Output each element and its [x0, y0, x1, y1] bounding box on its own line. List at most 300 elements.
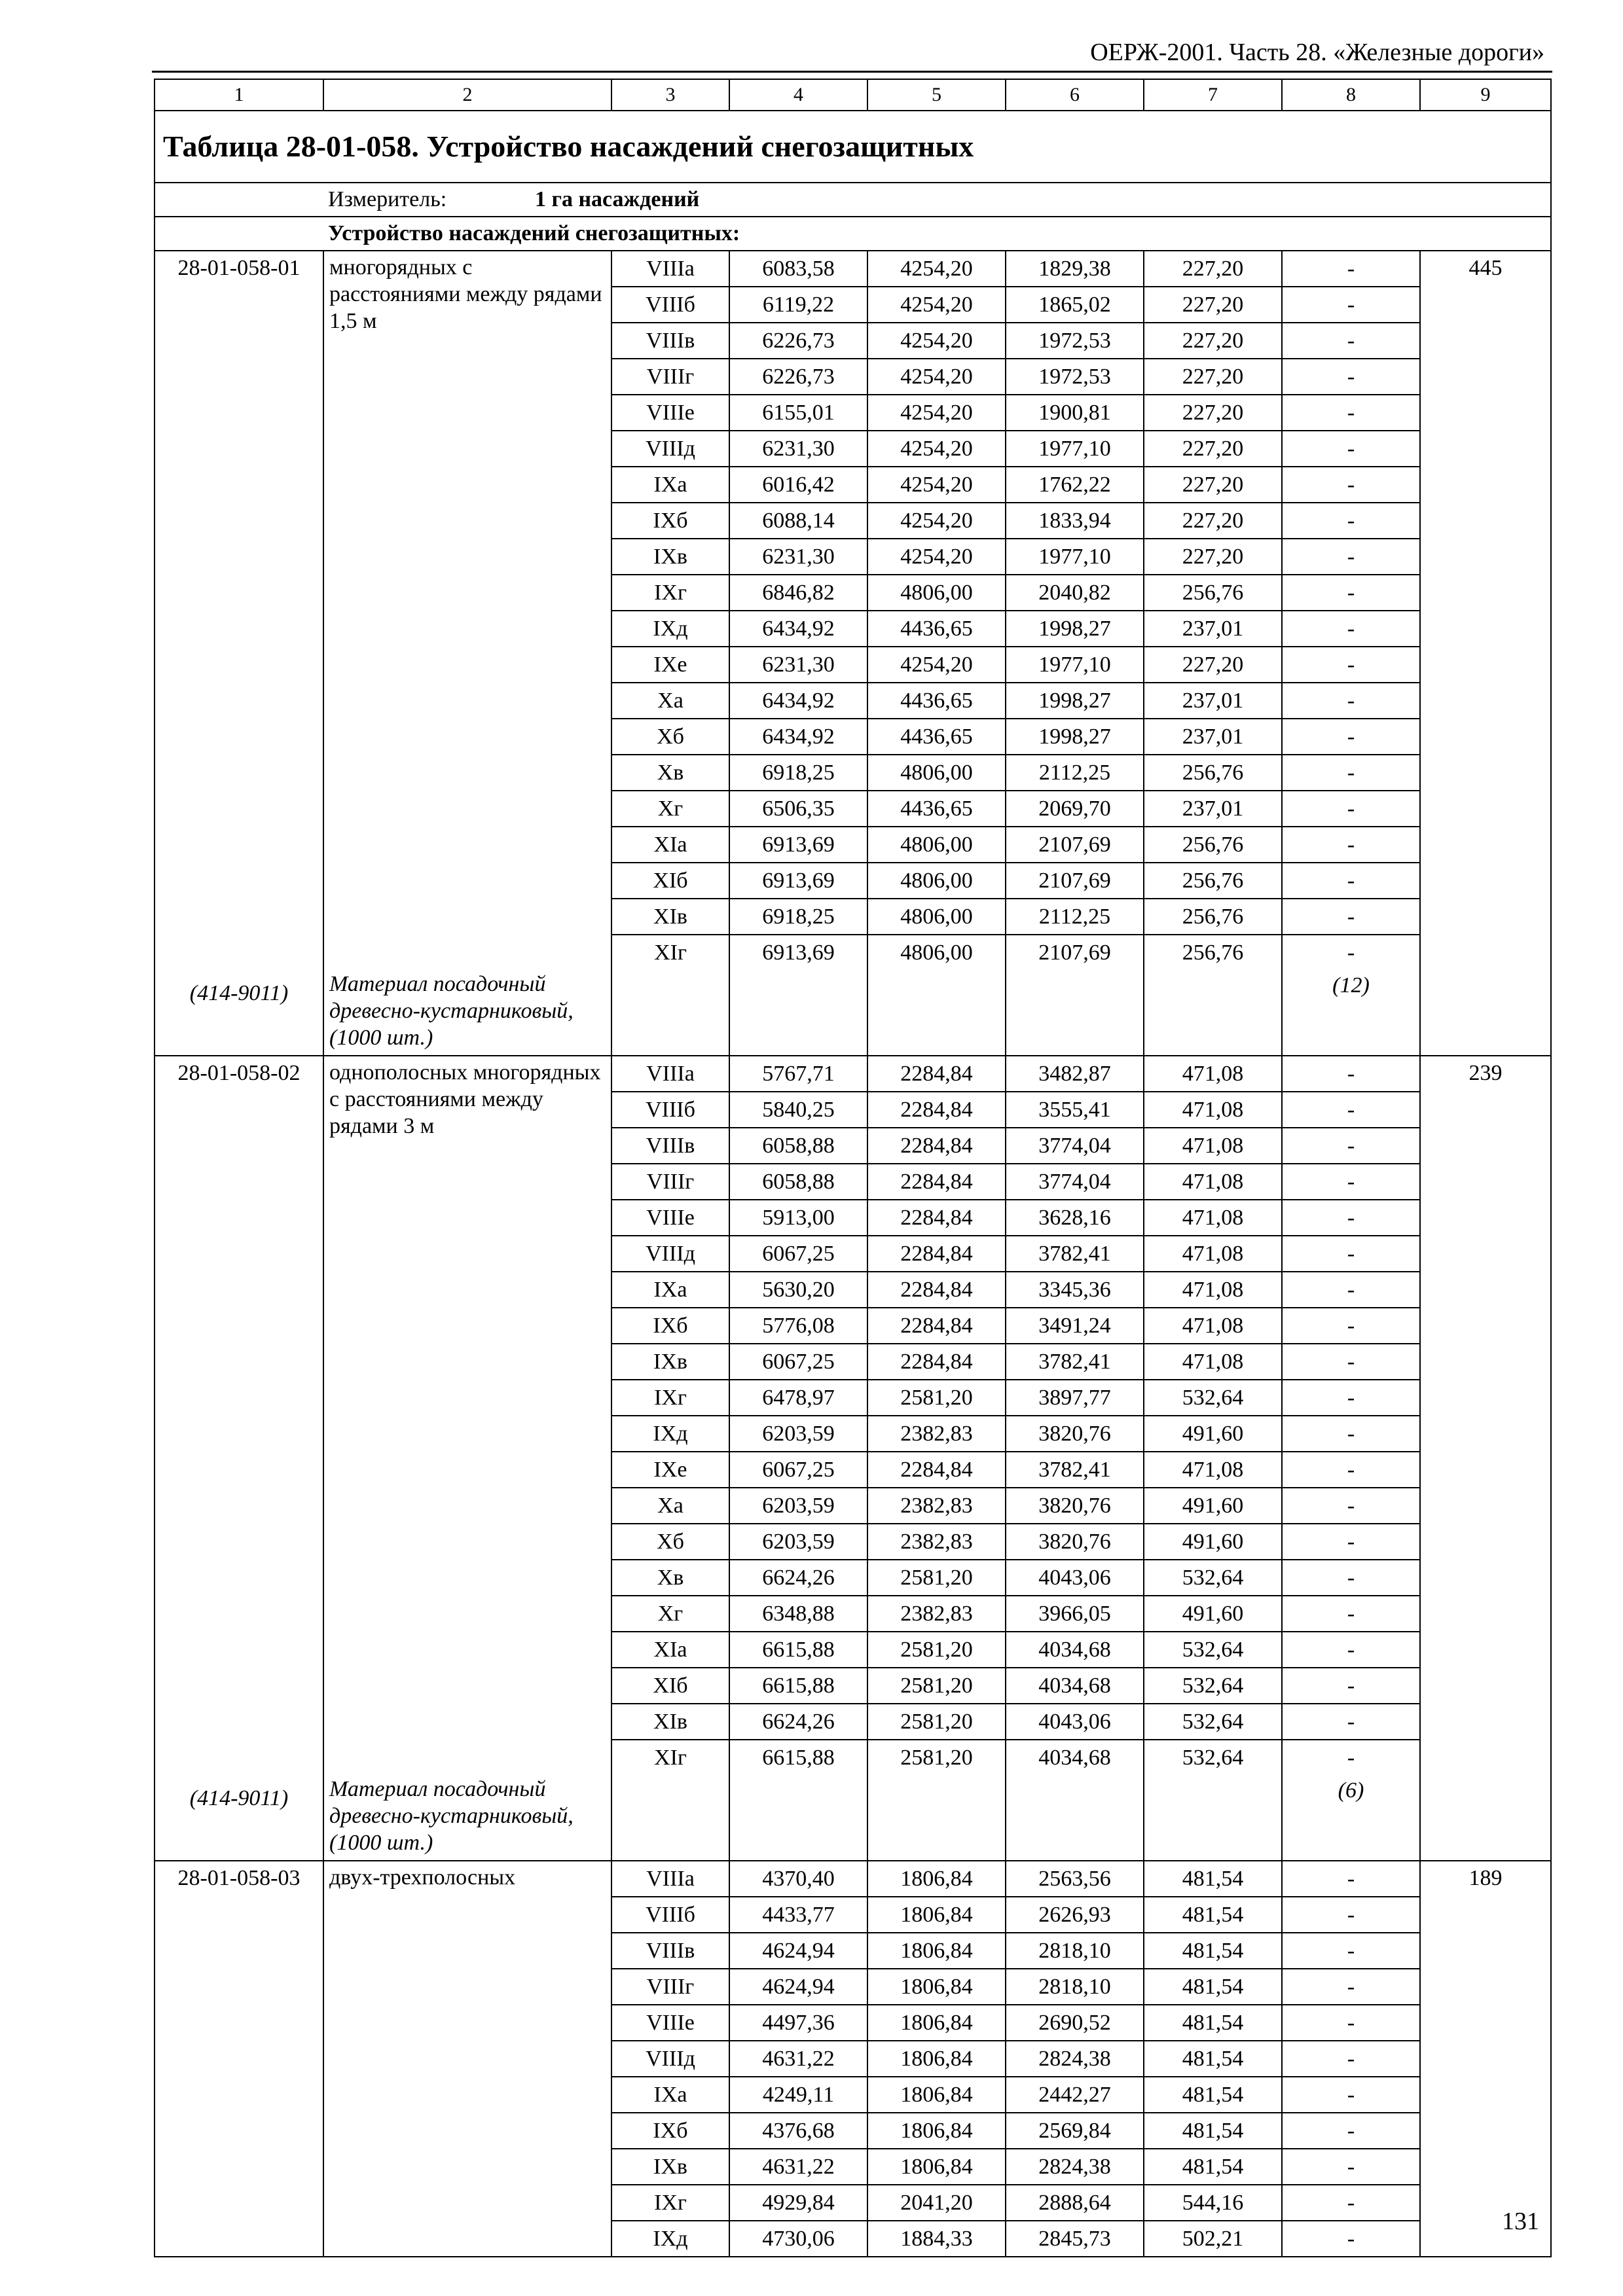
material-cost: - — [1282, 251, 1420, 287]
table-subtitle: Устройство насаждений снегозащитных: — [328, 221, 740, 245]
driver-wage: 481,54 — [1144, 2113, 1282, 2149]
labor-cost: 4806,00 — [867, 899, 1006, 935]
material-cost: - — [1282, 1704, 1420, 1740]
total-cost: 6226,73 — [729, 359, 867, 395]
region-group: IXг — [611, 2185, 729, 2221]
total-cost: 6203,59 — [729, 1488, 867, 1524]
region-group: VIIIд — [611, 431, 729, 467]
labor-cost: 4806,00 — [867, 755, 1006, 791]
rates-table — [154, 79, 1552, 2257]
material-cost: - — [1282, 2221, 1420, 2257]
labor-cost: 4254,20 — [867, 323, 1006, 359]
labor-cost: 2581,20 — [867, 1632, 1006, 1668]
rate-description-cell — [323, 251, 611, 1056]
total-cost: 6348,88 — [729, 1596, 867, 1632]
table-row — [155, 1861, 1551, 1897]
machine-cost: 2040,82 — [1006, 575, 1144, 611]
total-cost: 6203,59 — [729, 1416, 867, 1452]
rate-description-cell — [323, 1861, 611, 2257]
material-cost: - — [1282, 1632, 1420, 1668]
labor-cost: 2284,84 — [867, 1344, 1006, 1380]
material-cost: - — [1282, 2149, 1420, 2185]
material-cost: - — [1282, 935, 1420, 970]
region-group: XIа — [611, 827, 729, 863]
machine-cost: 4043,06 — [1006, 1704, 1144, 1740]
region-group: VIIIд — [611, 2041, 729, 2077]
rate-code-cell — [155, 251, 323, 1056]
table-title: Таблица 28-01-058. Устройство насаждений снегозащитных — [155, 111, 1551, 183]
machine-cost: 3774,04 — [1006, 1164, 1144, 1200]
labor-cost: 1806,84 — [867, 1897, 1006, 1933]
total-cost: 6624,26 — [729, 1704, 867, 1740]
total-cost: 6615,88 — [729, 1632, 867, 1668]
total-cost: 6918,25 — [729, 899, 867, 935]
region-group: Xа — [611, 1488, 729, 1524]
region-group: XIб — [611, 863, 729, 899]
empty-cell — [1006, 1775, 1144, 1861]
labor-cost: 4436,65 — [867, 791, 1006, 827]
total-cost: 6016,42 — [729, 467, 867, 503]
region-group: VIIIа — [611, 251, 729, 287]
table-title-row — [155, 111, 1551, 183]
machine-cost: 2107,69 — [1006, 863, 1144, 899]
driver-wage: 481,54 — [1144, 1933, 1282, 1969]
material-cost: - — [1282, 1740, 1420, 1775]
labor-cost: 2382,83 — [867, 1416, 1006, 1452]
empty-cell — [729, 1775, 867, 1861]
labor-cost: 2284,84 — [867, 1164, 1006, 1200]
total-cost: 6506,35 — [729, 791, 867, 827]
machine-cost: 3782,41 — [1006, 1236, 1144, 1272]
driver-wage: 227,20 — [1144, 359, 1282, 395]
region-group: IXв — [611, 539, 729, 575]
total-cost: 4376,68 — [729, 2113, 867, 2149]
driver-wage: 502,21 — [1144, 2221, 1282, 2257]
labor-cost: 4254,20 — [867, 251, 1006, 287]
total-cost: 6615,88 — [729, 1668, 867, 1704]
region-group: IXд — [611, 1416, 729, 1452]
region-group: Xг — [611, 791, 729, 827]
labor-cost: 4254,20 — [867, 431, 1006, 467]
labor-cost: 1806,84 — [867, 1861, 1006, 1897]
labor-cost: 2581,20 — [867, 1380, 1006, 1416]
material-cost: - — [1282, 1524, 1420, 1560]
machine-cost: 1900,81 — [1006, 395, 1144, 431]
labor-cost: 4254,20 — [867, 647, 1006, 683]
material-cost: - — [1282, 539, 1420, 575]
material-cost: - — [1282, 1933, 1420, 1969]
driver-wage: 227,20 — [1144, 467, 1282, 503]
material-cost: - — [1282, 1560, 1420, 1596]
total-cost: 6067,25 — [729, 1452, 867, 1488]
labor-cost: 4806,00 — [867, 827, 1006, 863]
column-number: 3 — [611, 79, 729, 111]
material-cost: - — [1282, 503, 1420, 539]
region-group: IXе — [611, 647, 729, 683]
labor-cost: 4436,65 — [867, 719, 1006, 755]
empty-cell — [729, 970, 867, 1056]
driver-wage: 491,60 — [1144, 1524, 1282, 1560]
material-cost: - — [1282, 647, 1420, 683]
region-group: VIIIб — [611, 287, 729, 323]
labor-cost: 2382,83 — [867, 1596, 1006, 1632]
total-cost: 6846,82 — [729, 575, 867, 611]
labor-cost: 2382,83 — [867, 1524, 1006, 1560]
region-group: VIIIд — [611, 1236, 729, 1272]
table-row — [155, 1056, 1551, 1092]
driver-wage: 227,20 — [1144, 287, 1282, 323]
labor-cost: 2581,20 — [867, 1740, 1006, 1775]
labor-hours: 189 — [1420, 1861, 1551, 2257]
rate-code: 28-01-058-02 — [177, 1061, 301, 1085]
machine-cost: 3782,41 — [1006, 1344, 1144, 1380]
driver-wage: 227,20 — [1144, 395, 1282, 431]
material-cost: - — [1282, 1164, 1420, 1200]
driver-wage: 481,54 — [1144, 2149, 1282, 2185]
region-group: IXа — [611, 1272, 729, 1308]
total-cost: 4249,11 — [729, 2077, 867, 2113]
column-number: 8 — [1282, 79, 1420, 111]
machine-cost: 2107,69 — [1006, 827, 1144, 863]
material-cost: - — [1282, 827, 1420, 863]
material-code: (414-9011) — [189, 1786, 289, 1810]
material-cost: - — [1282, 1236, 1420, 1272]
labor-cost: 2284,84 — [867, 1308, 1006, 1344]
material-cost: - — [1282, 1308, 1420, 1344]
labor-cost: 1806,84 — [867, 2077, 1006, 2113]
material-cost: - — [1282, 395, 1420, 431]
region-group: IXг — [611, 1380, 729, 1416]
region-group: Xв — [611, 1560, 729, 1596]
material-cost: - — [1282, 2077, 1420, 2113]
region-group: VIIIг — [611, 359, 729, 395]
machine-cost: 1972,53 — [1006, 323, 1144, 359]
labor-cost: 2581,20 — [867, 1704, 1006, 1740]
total-cost: 6231,30 — [729, 431, 867, 467]
driver-wage: 544,16 — [1144, 2185, 1282, 2221]
machine-cost: 2107,69 — [1006, 935, 1144, 970]
machine-cost: 2845,73 — [1006, 2221, 1144, 2257]
region-group: VIIIб — [611, 1092, 729, 1128]
material-cost: - — [1282, 1200, 1420, 1236]
total-cost: 4631,22 — [729, 2041, 867, 2077]
empty-cell — [611, 1775, 729, 1861]
material-cost: - — [1282, 1056, 1420, 1092]
total-cost: 6067,25 — [729, 1236, 867, 1272]
machine-cost: 2626,93 — [1006, 1897, 1144, 1933]
machine-cost: 1977,10 — [1006, 431, 1144, 467]
material-code: (414-9011) — [189, 981, 289, 1005]
unit-label: Измеритель: — [328, 187, 447, 211]
machine-cost: 4034,68 — [1006, 1632, 1144, 1668]
column-number: 6 — [1006, 79, 1144, 111]
region-group: XIв — [611, 1704, 729, 1740]
labor-cost: 1806,84 — [867, 1933, 1006, 1969]
driver-wage: 471,08 — [1144, 1128, 1282, 1164]
material-cost: - — [1282, 1969, 1420, 2005]
driver-wage: 471,08 — [1144, 1092, 1282, 1128]
region-group: Xв — [611, 755, 729, 791]
machine-cost: 4034,68 — [1006, 1668, 1144, 1704]
total-cost: 6088,14 — [729, 503, 867, 539]
driver-wage: 237,01 — [1144, 791, 1282, 827]
driver-wage: 532,64 — [1144, 1740, 1282, 1775]
document-header: ОЕРЖ-2001. Часть 28. «Железные дороги» — [1090, 39, 1544, 66]
driver-wage: 227,20 — [1144, 539, 1282, 575]
region-group: VIIIв — [611, 323, 729, 359]
driver-wage: 481,54 — [1144, 2005, 1282, 2041]
driver-wage: 237,01 — [1144, 611, 1282, 647]
total-cost: 5767,71 — [729, 1056, 867, 1092]
total-cost: 6083,58 — [729, 251, 867, 287]
total-cost: 4497,36 — [729, 2005, 867, 2041]
material-cost: - — [1282, 1380, 1420, 1416]
material-cost: - — [1282, 791, 1420, 827]
region-group: Xб — [611, 719, 729, 755]
labor-cost: 4436,65 — [867, 611, 1006, 647]
material-cost: - — [1282, 863, 1420, 899]
machine-cost: 1998,27 — [1006, 719, 1144, 755]
column-number-row — [155, 79, 1551, 111]
region-group: VIIIв — [611, 1933, 729, 1969]
labor-cost: 4806,00 — [867, 575, 1006, 611]
driver-wage: 481,54 — [1144, 1897, 1282, 1933]
material-name: Материал посадочный древесно-кустарниковый, (1000 шт.) — [329, 972, 574, 1050]
region-group: IXе — [611, 1452, 729, 1488]
column-number: 4 — [729, 79, 867, 111]
column-number: 7 — [1144, 79, 1282, 111]
total-cost: 6155,01 — [729, 395, 867, 431]
machine-cost: 2690,52 — [1006, 2005, 1144, 2041]
region-group: XIг — [611, 1740, 729, 1775]
column-number: 1 — [155, 79, 323, 111]
labor-cost: 4436,65 — [867, 683, 1006, 719]
material-name: Материал посадочный древесно-кустарниковый, (1000 шт.) — [329, 1777, 574, 1855]
region-group: XIа — [611, 1632, 729, 1668]
total-cost: 4730,06 — [729, 2221, 867, 2257]
empty-cell — [1144, 1775, 1282, 1861]
region-group: IXа — [611, 467, 729, 503]
total-cost: 6067,25 — [729, 1344, 867, 1380]
region-group: IXб — [611, 1308, 729, 1344]
region-group: Xб — [611, 1524, 729, 1560]
material-cost: - — [1282, 1128, 1420, 1164]
machine-cost: 1829,38 — [1006, 251, 1144, 287]
material-cost: - — [1282, 683, 1420, 719]
machine-cost: 4043,06 — [1006, 1560, 1144, 1596]
machine-cost: 3555,41 — [1006, 1092, 1144, 1128]
material-cost: - — [1282, 359, 1420, 395]
driver-wage: 532,64 — [1144, 1632, 1282, 1668]
driver-wage: 471,08 — [1144, 1056, 1282, 1092]
region-group: VIIIе — [611, 1200, 729, 1236]
region-group: IXг — [611, 575, 729, 611]
total-cost: 6434,92 — [729, 719, 867, 755]
total-cost: 6913,69 — [729, 863, 867, 899]
machine-cost: 1998,27 — [1006, 611, 1144, 647]
machine-cost: 3628,16 — [1006, 1200, 1144, 1236]
machine-cost: 2824,38 — [1006, 2149, 1144, 2185]
driver-wage: 532,64 — [1144, 1380, 1282, 1416]
total-cost: 4624,94 — [729, 1933, 867, 1969]
labor-cost: 4254,20 — [867, 287, 1006, 323]
total-cost: 4370,40 — [729, 1861, 867, 1897]
unit-cell — [155, 183, 1551, 217]
machine-cost: 2442,27 — [1006, 2077, 1144, 2113]
total-cost: 4631,22 — [729, 2149, 867, 2185]
material-cost: - — [1282, 1416, 1420, 1452]
driver-wage: 471,08 — [1144, 1164, 1282, 1200]
empty-cell — [1144, 970, 1282, 1056]
material-cost: - — [1282, 2041, 1420, 2077]
material-cost: - — [1282, 755, 1420, 791]
total-cost: 6058,88 — [729, 1164, 867, 1200]
material-cost: - — [1282, 899, 1420, 935]
rate-description: однополосных многорядных с расстояниями между рядами 3 м — [329, 1060, 601, 1138]
machine-cost: 1972,53 — [1006, 359, 1144, 395]
total-cost: 6615,88 — [729, 1740, 867, 1775]
material-cost: - — [1282, 1344, 1420, 1380]
machine-cost: 3966,05 — [1006, 1596, 1144, 1632]
machine-cost: 2563,56 — [1006, 1861, 1144, 1897]
table-row — [155, 251, 1551, 287]
machine-cost: 3820,76 — [1006, 1524, 1144, 1560]
unit-row — [155, 183, 1551, 217]
driver-wage: 471,08 — [1144, 1452, 1282, 1488]
rate-code-cell — [155, 1056, 323, 1861]
labor-cost: 2581,20 — [867, 1668, 1006, 1704]
material-cost: - — [1282, 2005, 1420, 2041]
material-cost: - — [1282, 1897, 1420, 1933]
labor-cost: 4254,20 — [867, 395, 1006, 431]
subtitle-cell — [155, 217, 1551, 251]
machine-cost: 3897,77 — [1006, 1380, 1144, 1416]
total-cost: 5840,25 — [729, 1092, 867, 1128]
labor-cost: 1806,84 — [867, 1969, 1006, 2005]
driver-wage: 237,01 — [1144, 683, 1282, 719]
region-group: VIIIг — [611, 1164, 729, 1200]
machine-cost: 3482,87 — [1006, 1056, 1144, 1092]
driver-wage: 256,76 — [1144, 863, 1282, 899]
machine-cost: 3820,76 — [1006, 1488, 1144, 1524]
total-cost: 6918,25 — [729, 755, 867, 791]
driver-wage: 227,20 — [1144, 647, 1282, 683]
material-cost: - — [1282, 467, 1420, 503]
region-group: VIIIб — [611, 1897, 729, 1933]
labor-cost: 1884,33 — [867, 2221, 1006, 2257]
region-group: IXа — [611, 2077, 729, 2113]
material-cost: - — [1282, 1272, 1420, 1308]
machine-cost: 2824,38 — [1006, 2041, 1144, 2077]
region-group: IXд — [611, 611, 729, 647]
column-number: 9 — [1420, 79, 1551, 111]
total-cost: 5913,00 — [729, 1200, 867, 1236]
total-cost: 6913,69 — [729, 827, 867, 863]
total-cost: 6231,30 — [729, 539, 867, 575]
labor-cost: 4254,20 — [867, 467, 1006, 503]
labor-cost: 4254,20 — [867, 503, 1006, 539]
total-cost: 6203,59 — [729, 1524, 867, 1560]
labor-cost: 1806,84 — [867, 2149, 1006, 2185]
labor-cost: 2581,20 — [867, 1560, 1006, 1596]
material-cost: - — [1282, 1596, 1420, 1632]
labor-cost: 2284,84 — [867, 1092, 1006, 1128]
machine-cost: 3782,41 — [1006, 1452, 1144, 1488]
driver-wage: 256,76 — [1144, 755, 1282, 791]
labor-hours: 445 — [1420, 251, 1551, 1056]
labor-cost: 2041,20 — [867, 2185, 1006, 2221]
labor-cost: 2382,83 — [867, 1488, 1006, 1524]
material-cost: - — [1282, 431, 1420, 467]
region-group: XIг — [611, 935, 729, 970]
region-group: XIб — [611, 1668, 729, 1704]
labor-cost: 4806,00 — [867, 935, 1006, 970]
labor-cost: 2284,84 — [867, 1200, 1006, 1236]
total-cost: 6478,97 — [729, 1380, 867, 1416]
machine-cost: 2069,70 — [1006, 791, 1144, 827]
labor-cost: 4254,20 — [867, 359, 1006, 395]
driver-wage: 481,54 — [1144, 1969, 1282, 2005]
total-cost: 6119,22 — [729, 287, 867, 323]
region-group: VIIIе — [611, 395, 729, 431]
machine-cost: 3820,76 — [1006, 1416, 1144, 1452]
empty-cell — [611, 970, 729, 1056]
driver-wage: 532,64 — [1144, 1560, 1282, 1596]
empty-cell — [867, 970, 1006, 1056]
machine-cost: 2888,64 — [1006, 2185, 1144, 2221]
labor-cost: 2284,84 — [867, 1056, 1006, 1092]
labor-cost: 4806,00 — [867, 863, 1006, 899]
empty-cell — [1006, 970, 1144, 1056]
region-group: IXв — [611, 1344, 729, 1380]
machine-cost: 3345,36 — [1006, 1272, 1144, 1308]
total-cost: 4624,94 — [729, 1969, 867, 2005]
region-group: VIIIв — [611, 1128, 729, 1164]
driver-wage: 471,08 — [1144, 1308, 1282, 1344]
unit-value: 1 га насаждений — [535, 187, 700, 211]
material-quantity: (12) — [1282, 970, 1420, 1056]
labor-cost: 2284,84 — [867, 1128, 1006, 1164]
material-cost: - — [1282, 575, 1420, 611]
header-rule — [152, 71, 1552, 73]
region-group: VIIIа — [611, 1056, 729, 1092]
labor-cost: 2284,84 — [867, 1236, 1006, 1272]
column-number: 2 — [323, 79, 611, 111]
labor-cost: 1806,84 — [867, 2005, 1006, 2041]
driver-wage: 227,20 — [1144, 251, 1282, 287]
driver-wage: 227,20 — [1144, 503, 1282, 539]
labor-cost: 1806,84 — [867, 2113, 1006, 2149]
region-group: VIIIг — [611, 1969, 729, 2005]
machine-cost: 1998,27 — [1006, 683, 1144, 719]
labor-hours: 239 — [1420, 1056, 1551, 1861]
empty-cell — [867, 1775, 1006, 1861]
total-cost: 4929,84 — [729, 2185, 867, 2221]
column-number: 5 — [867, 79, 1006, 111]
rate-code: 28-01-058-01 — [177, 256, 301, 280]
machine-cost: 2112,25 — [1006, 899, 1144, 935]
material-cost: - — [1282, 323, 1420, 359]
driver-wage: 227,20 — [1144, 431, 1282, 467]
machine-cost: 1833,94 — [1006, 503, 1144, 539]
driver-wage: 532,64 — [1144, 1704, 1282, 1740]
driver-wage: 237,01 — [1144, 719, 1282, 755]
material-cost: - — [1282, 1668, 1420, 1704]
material-cost: - — [1282, 611, 1420, 647]
machine-cost: 4034,68 — [1006, 1740, 1144, 1775]
labor-cost: 2284,84 — [867, 1452, 1006, 1488]
driver-wage: 256,76 — [1144, 575, 1282, 611]
